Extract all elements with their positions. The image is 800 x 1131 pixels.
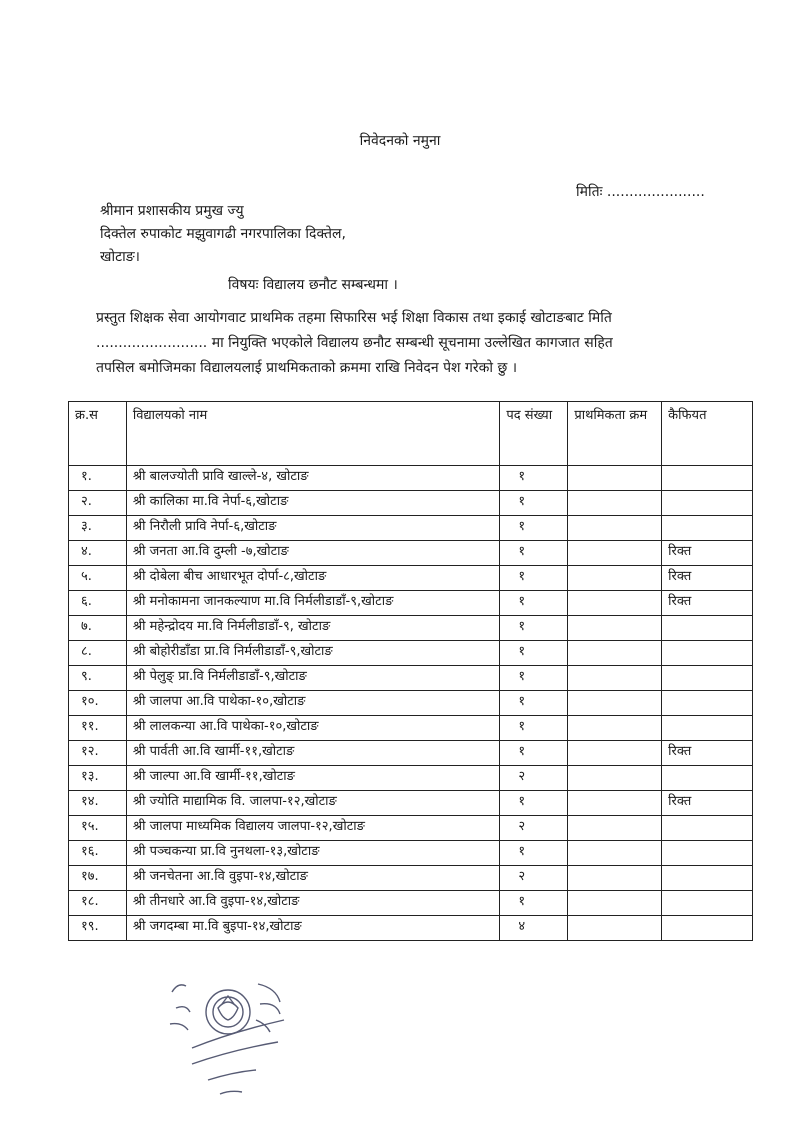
body-line: तपसिल बमोजिमका विद्यालयलाई प्राथमिकताको क्रममा राखि निवेदन पेश गरेको छु । xyxy=(96,360,518,376)
school-table xyxy=(68,401,753,941)
serial-cell: १०. xyxy=(69,691,127,716)
remarks-cell xyxy=(662,616,753,641)
priority-cell xyxy=(568,491,662,516)
serial-cell: ९. xyxy=(69,666,127,691)
school-name-cell: श्री तीनधारे आ.वि वुइपा-१४,खोटाङ xyxy=(126,891,499,916)
remarks-cell xyxy=(662,916,753,941)
remarks-cell xyxy=(662,691,753,716)
school-name-cell: श्री पार्वती आ.वि खार्मी-११,खोटाङ xyxy=(126,741,499,766)
table-row xyxy=(69,566,753,591)
post-count-cell: १ xyxy=(500,566,568,591)
date-value: ...................... xyxy=(606,184,705,200)
school-name-cell: श्री ज्योति माद्यामिक वि. जालपा-१२,खोटाङ xyxy=(126,791,499,816)
serial-cell: १६. xyxy=(69,841,127,866)
priority-cell xyxy=(568,791,662,816)
post-count-cell: १ xyxy=(500,591,568,616)
priority-cell xyxy=(568,666,662,691)
table-row xyxy=(69,766,753,791)
table-row xyxy=(69,666,753,691)
address-line: श्रीमान प्रशासकीय प्रमुख ज्यु xyxy=(100,203,244,219)
priority-cell xyxy=(568,566,662,591)
remarks-cell: रिक्त xyxy=(662,541,753,566)
post-count-cell: १ xyxy=(500,641,568,666)
serial-cell: २. xyxy=(69,491,127,516)
serial-cell: १३. xyxy=(69,766,127,791)
priority-cell xyxy=(568,541,662,566)
serial-cell: १५. xyxy=(69,816,127,841)
serial-cell: ११. xyxy=(69,716,127,741)
table-row xyxy=(69,691,753,716)
priority-cell xyxy=(568,616,662,641)
remarks-cell xyxy=(662,766,753,791)
table-row xyxy=(69,866,753,891)
serial-cell: ७. xyxy=(69,616,127,641)
body-paragraph xyxy=(96,306,730,381)
school-name-cell: श्री जगदम्बा मा.वि बुइपा-१४,खोटाङ xyxy=(126,916,499,941)
table-row xyxy=(69,641,753,666)
school-name-cell: श्री दोबेला बीच आधारभूत दोर्पा-८,खोटाङ xyxy=(126,566,499,591)
post-count-cell: ४ xyxy=(500,916,568,941)
serial-cell: ४. xyxy=(69,541,127,566)
serial-cell: १४. xyxy=(69,791,127,816)
school-name-cell: श्री पञ्चकन्या प्रा.वि नुनथला-१३,खोटाङ xyxy=(126,841,499,866)
school-name-cell: श्री बोहोरीडाँडा प्रा.वि निर्मलीडाडाँ-९,खोटाङ xyxy=(126,641,499,666)
priority-cell xyxy=(568,591,662,616)
remarks-cell: रिक्त xyxy=(662,566,753,591)
school-name-cell: श्री पेलुङ् प्रा.वि निर्मलीडाडाँ-९,खोटाङ xyxy=(126,666,499,691)
school-name-cell: श्री जाल्पा आ.वि खार्मी-११,खोटाङ xyxy=(126,766,499,791)
post-count-cell: १ xyxy=(500,791,568,816)
school-name-cell: श्री जालपा आ.वि पाथेका-१०,खोटाङ xyxy=(126,691,499,716)
date-line xyxy=(576,182,705,201)
address-line: खोटाङ। xyxy=(100,249,140,265)
post-count-cell: १ xyxy=(500,716,568,741)
table-row xyxy=(69,816,753,841)
school-name-cell: श्री जालपा माध्यमिक विद्यालय जालपा-१२,खोटाङ xyxy=(126,816,499,841)
header-school-name: विद्यालयको नाम xyxy=(126,402,499,466)
table-row xyxy=(69,616,753,641)
priority-cell xyxy=(568,816,662,841)
post-count-cell: १ xyxy=(500,516,568,541)
school-name-cell: श्री मनोकामना जानकल्याण मा.वि निर्मलीडाडाँ-९,खोटाङ xyxy=(126,591,499,616)
remarks-cell xyxy=(662,841,753,866)
post-count-cell: २ xyxy=(500,816,568,841)
school-name-cell: श्री कालिका मा.वि नेर्पा-६,खोटाङ xyxy=(126,491,499,516)
post-count-cell: १ xyxy=(500,691,568,716)
remarks-cell xyxy=(662,666,753,691)
remarks-cell xyxy=(662,466,753,491)
date-label: मितिः xyxy=(576,184,603,200)
table-row xyxy=(69,891,753,916)
serial-cell: १. xyxy=(69,466,127,491)
remarks-cell xyxy=(662,491,753,516)
post-count-cell: १ xyxy=(500,491,568,516)
remarks-cell xyxy=(662,641,753,666)
serial-cell: १९. xyxy=(69,916,127,941)
priority-cell xyxy=(568,891,662,916)
form-title: निवेदनको नमुना xyxy=(359,133,441,149)
table-row xyxy=(69,591,753,616)
remarks-cell: रिक्त xyxy=(662,741,753,766)
address-line: दिक्तेल रुपाकोट मझुवागढी नगरपालिका दिक्तेल, xyxy=(100,226,346,242)
post-count-cell: २ xyxy=(500,866,568,891)
priority-cell xyxy=(568,716,662,741)
body-line: प्रस्तुत शिक्षक सेवा आयोगवाट प्राथमिक तहमा सिफारिस भई शिक्षा विकास तथा इकाई खोटाङबाट मिति xyxy=(96,310,612,326)
table-row xyxy=(69,541,753,566)
priority-cell xyxy=(568,691,662,716)
table-row xyxy=(69,491,753,516)
post-count-cell: २ xyxy=(500,766,568,791)
table-row xyxy=(69,791,753,816)
serial-cell: १७. xyxy=(69,866,127,891)
school-name-cell: श्री जनचेतना आ.वि वुइपा-१४,खोटाङ xyxy=(126,866,499,891)
school-name-cell: श्री जनता आ.वि दुम्ली -७,खोटाङ xyxy=(126,541,499,566)
serial-cell: ३. xyxy=(69,516,127,541)
post-count-cell: १ xyxy=(500,541,568,566)
remarks-cell: रिक्त xyxy=(662,591,753,616)
school-name-cell: श्री निरौली प्रावि नेर्पा-६,खोटाङ xyxy=(126,516,499,541)
serial-cell: ६. xyxy=(69,591,127,616)
office-stamp xyxy=(162,964,312,1104)
remarks-cell xyxy=(662,516,753,541)
table-row xyxy=(69,741,753,766)
post-count-cell: १ xyxy=(500,466,568,491)
serial-cell: १८. xyxy=(69,891,127,916)
serial-cell: ८. xyxy=(69,641,127,666)
post-count-cell: १ xyxy=(500,891,568,916)
priority-cell xyxy=(568,741,662,766)
post-count-cell: १ xyxy=(500,841,568,866)
remarks-cell xyxy=(662,816,753,841)
header-priority: प्राथमिकता क्रम xyxy=(568,402,662,466)
header-post-count: पद संख्या xyxy=(500,402,568,466)
priority-cell xyxy=(568,916,662,941)
header-serial: क्र.स xyxy=(69,402,127,466)
table-row xyxy=(69,466,753,491)
body-line: ......................... मा नियुक्ति भएकोले विद्यालय छनौट सम्बन्धी सूचनामा उल्लेखित कागजात सहित xyxy=(96,335,613,351)
serial-cell: १२. xyxy=(69,741,127,766)
remarks-cell xyxy=(662,866,753,891)
priority-cell xyxy=(568,866,662,891)
subject-line: विषयः विद्यालय छनौट सम्बन्धमा । xyxy=(228,277,398,293)
remarks-cell: रिक्त xyxy=(662,791,753,816)
remarks-cell xyxy=(662,891,753,916)
school-name-cell: श्री महेन्द्रोदय मा.वि निर्मलीडाडाँ-९, खोटाङ xyxy=(126,616,499,641)
school-name-cell: श्री बालज्योती प्रावि खाल्ले-४, खोटाङ xyxy=(126,466,499,491)
post-count-cell: १ xyxy=(500,616,568,641)
recipient-address xyxy=(100,200,346,269)
priority-cell xyxy=(568,841,662,866)
priority-cell xyxy=(568,516,662,541)
post-count-cell: १ xyxy=(500,666,568,691)
table-row xyxy=(69,716,753,741)
table-header-row xyxy=(69,402,753,466)
serial-cell: ५. xyxy=(69,566,127,591)
priority-cell xyxy=(568,641,662,666)
remarks-cell xyxy=(662,716,753,741)
stamp-seal-icon xyxy=(162,964,312,1104)
table-row xyxy=(69,516,753,541)
header-remarks: कैफियत xyxy=(662,402,753,466)
post-count-cell: १ xyxy=(500,741,568,766)
priority-cell xyxy=(568,766,662,791)
school-name-cell: श्री लालकन्या आ.वि पाथेका-१०,खोटाङ xyxy=(126,716,499,741)
priority-cell xyxy=(568,466,662,491)
table-row xyxy=(69,916,753,941)
table-row xyxy=(69,841,753,866)
